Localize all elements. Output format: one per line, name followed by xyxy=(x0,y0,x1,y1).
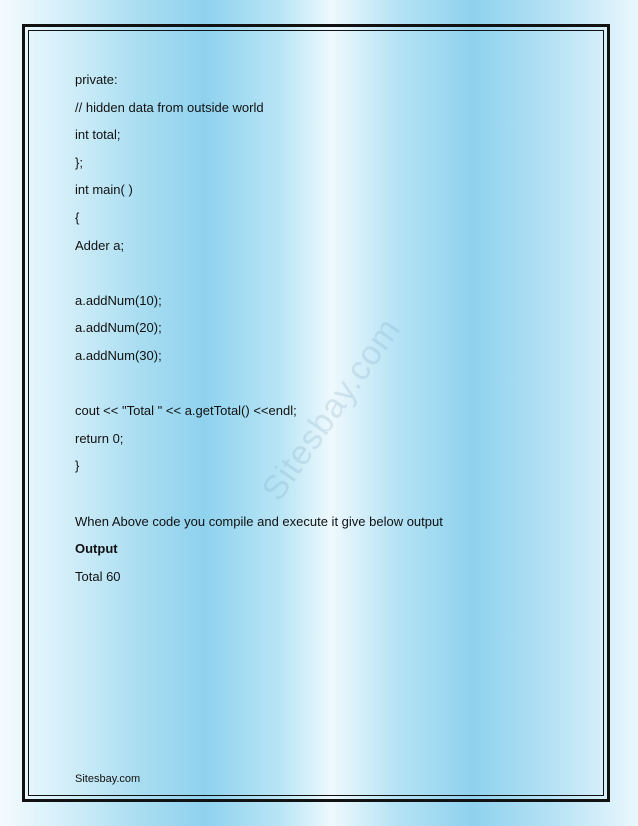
code-line: // hidden data from outside world xyxy=(75,99,264,115)
code-line: int total; xyxy=(75,127,121,143)
output-heading: Output xyxy=(75,541,118,557)
code-line: cout << "Total " << a.getTotal() <<endl; xyxy=(75,403,297,419)
page-content xyxy=(75,70,575,594)
code-line: Adder a; xyxy=(75,237,125,253)
code-line xyxy=(75,484,575,512)
code-line xyxy=(75,263,575,291)
code-line: return 0; xyxy=(75,430,124,446)
code-line: a.addNum(30); xyxy=(75,347,162,363)
code-line: private: xyxy=(75,72,118,87)
description-text: When Above code you compile and execute it give below output xyxy=(75,513,443,529)
watermark: Sitesbay.com xyxy=(254,310,409,508)
code-line: { xyxy=(75,209,80,225)
footer-site-name: Sitesbay.com xyxy=(75,773,141,785)
output-value: Total 60 xyxy=(75,568,121,584)
code-line: }; xyxy=(75,154,83,170)
code-line xyxy=(75,374,575,402)
code-line: int main( ) xyxy=(75,182,133,198)
code-line: a.addNum(20); xyxy=(75,320,162,336)
code-line: a.addNum(10); xyxy=(75,292,162,308)
code-line: } xyxy=(75,458,80,474)
